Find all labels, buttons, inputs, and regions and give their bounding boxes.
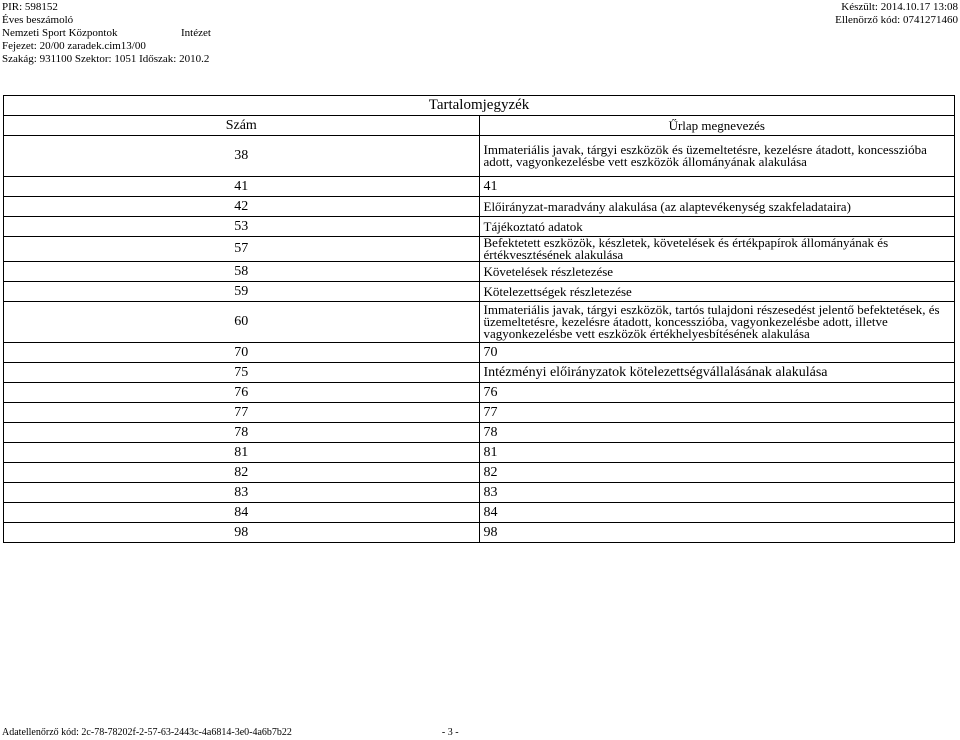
table-row — [4, 483, 955, 503]
table-row — [4, 383, 955, 403]
form-name: Előirányzat-maradvány alakulása (az alaptevékenység szakfeladataira) — [479, 197, 955, 217]
organization-type: Intézet — [181, 27, 211, 39]
form-number: 41 — [4, 177, 480, 197]
table-row — [4, 197, 955, 217]
sector-label: Szakág: 931100 Szektor: 1051 Időszak: 2010.2 — [2, 53, 210, 65]
form-name: 41 — [479, 177, 955, 197]
form-name: 83 — [479, 483, 955, 503]
form-number: 98 — [4, 523, 480, 543]
form-name: 77 — [479, 403, 955, 423]
form-name: 81 — [479, 443, 955, 463]
table-row — [4, 503, 955, 523]
form-name: Befektetett eszközök, készletek, követelések és értékpapírok állományának és értékvesztésének alakulása — [479, 237, 955, 262]
table-row — [4, 443, 955, 463]
form-number: 53 — [4, 217, 480, 237]
form-name: Tájékoztató adatok — [479, 217, 955, 237]
table-row — [4, 403, 955, 423]
form-number: 38 — [4, 136, 480, 177]
page-number: - 3 - — [441, 727, 459, 738]
form-number: 75 — [4, 363, 480, 383]
toc-title-row — [4, 96, 955, 116]
form-number: 59 — [4, 282, 480, 302]
toc-header-row — [4, 116, 955, 136]
page-footer — [2, 727, 459, 739]
table-row — [4, 343, 955, 363]
form-name: Intézményi előirányzatok kötelezettségvállalásának alakulása — [479, 363, 955, 383]
document-type: Éves beszámoló — [2, 14, 74, 26]
column-header-number: Szám — [4, 116, 480, 136]
created-timestamp: Készült: 2014.10.17 13:08 — [841, 1, 958, 13]
pir-label: PIR: 598152 — [2, 1, 58, 13]
form-number: 57 — [4, 237, 480, 262]
form-number: 58 — [4, 262, 480, 282]
form-name: Immateriális javak, tárgyi eszközök, tartós tulajdoni részesedést jelentő befektetések, és üzemeltetésre, kezelésre átadott, koncesszióba, vagyonkezelésbe adott, illetve vagyonkezelésbe vett eszközök értékhelyesbítésének alakulása — [479, 302, 955, 343]
form-name: Immateriális javak, tárgyi eszközök és üzemeltetésre, kezelésre átadott, koncesszióba adott, vagyonkezelésbe vett eszközök állományának alakulása — [479, 136, 955, 177]
table-row — [4, 423, 955, 443]
form-name: 76 — [479, 383, 955, 403]
form-name: 82 — [479, 463, 955, 483]
form-name: 84 — [479, 503, 955, 523]
table-row — [4, 237, 955, 262]
form-number: 70 — [4, 343, 480, 363]
table-row — [4, 217, 955, 237]
table-row — [4, 262, 955, 282]
table-row — [4, 136, 955, 177]
toc-title: Tartalomjegyzék — [4, 96, 955, 116]
form-number: 84 — [4, 503, 480, 523]
checksum-code: Ellenörző kód: 0741271460 — [835, 14, 958, 26]
form-number: 77 — [4, 403, 480, 423]
organization-name: Nemzeti Sport Központok — [2, 27, 118, 39]
form-name: Kötelezettségek részletezése — [479, 282, 955, 302]
chapter-label: Fejezet: 20/00 zaradek.cim13/00 — [2, 40, 146, 52]
form-number: 78 — [4, 423, 480, 443]
column-header-form-name: Űrlap megnevezés — [479, 116, 955, 136]
form-number: 83 — [4, 483, 480, 503]
form-name: 70 — [479, 343, 955, 363]
form-number: 81 — [4, 443, 480, 463]
form-number: 60 — [4, 302, 480, 343]
table-row — [4, 463, 955, 483]
page-header-left — [2, 1, 209, 66]
table-of-contents — [3, 95, 955, 543]
table-row — [4, 302, 955, 343]
table-row — [4, 523, 955, 543]
form-name: Követelések részletezése — [479, 262, 955, 282]
table-row — [4, 363, 955, 383]
form-number: 82 — [4, 463, 480, 483]
table-row — [4, 282, 955, 302]
form-number: 42 — [4, 197, 480, 217]
table-row — [4, 177, 955, 197]
page-header-right — [835, 1, 958, 27]
form-name: 98 — [479, 523, 955, 543]
form-number: 76 — [4, 383, 480, 403]
data-control-code: Adatellenőrző kód: 2c-78-78202f-2-57-63-2443c-4a6814-3e0-4a6b7b22 — [2, 727, 292, 738]
form-name: 78 — [479, 423, 955, 443]
